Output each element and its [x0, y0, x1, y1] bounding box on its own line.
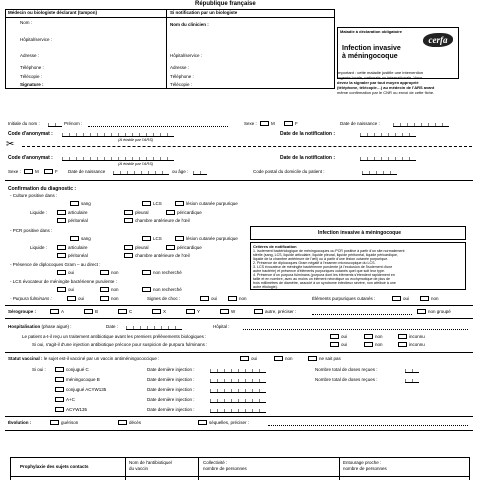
scissors-icon: ✂ — [6, 139, 15, 150]
vac-non: non — [285, 356, 293, 361]
choc-oui-row — [200, 296, 217, 302]
sero-x-checkbox[interactable] — [152, 309, 161, 314]
culture-lesion: lésion cutanée purpurique — [186, 201, 238, 206]
sero-w-row — [220, 309, 235, 315]
sero-other-field[interactable] — [312, 314, 412, 315]
vac-nsp-checkbox[interactable] — [308, 356, 317, 361]
vac-nsp: ne sait pas — [319, 356, 341, 361]
vac-item-1: conjugué C — [66, 367, 89, 372]
lcs-nr-row — [142, 287, 182, 293]
evo-deces: décès — [129, 420, 142, 425]
pcr-liquide-art-row — [57, 245, 88, 251]
anon-code-field[interactable] — [62, 130, 174, 137]
hosp-phase: (phase aiguë) : — [41, 324, 72, 329]
elements-label: Éléments purpuriques cutanés : — [312, 296, 376, 301]
pcr-liquide-peric-row — [166, 245, 202, 251]
anon-code2-field[interactable] — [62, 154, 174, 161]
liquide-peric-row — [166, 210, 202, 216]
gram-non-row — [100, 270, 119, 276]
liquide-oeil: chambre antérieure de l'œil — [135, 218, 190, 223]
liquide-art-checkbox[interactable] — [57, 210, 66, 215]
sero-w-checkbox[interactable] — [220, 309, 229, 314]
sero-y-checkbox[interactable] — [186, 309, 195, 314]
criteria-line: 3. LCS évocateur de méningite bactérienne purulente (à l'exclusion de l'isolement d'une — [253, 265, 393, 269]
pcr-liquide-pleural-row — [124, 245, 149, 251]
evo-guerison-checkbox[interactable] — [50, 420, 59, 425]
elements-non-row — [420, 296, 439, 302]
section-rule-4 — [5, 352, 473, 353]
liquide-peric: péricardique — [177, 210, 202, 215]
purpura-non-row — [100, 296, 119, 302]
hosp-label: Hospitalisation — [8, 324, 41, 329]
gram-nr-checkbox[interactable] — [142, 270, 151, 275]
sex-label: Sexe : — [244, 121, 257, 126]
pcr-lcs-checkbox[interactable] — [142, 236, 151, 241]
hosp-q2: Si oui, s'agit-il d'une injection antibiotique précoce pour suspicion de purpura fulminans : — [32, 342, 208, 347]
pcr-lcs: LCS — [153, 236, 162, 241]
table-col2-header-a: Nom de l'antibiotique/ — [129, 460, 173, 465]
notif-date-field[interactable] — [360, 130, 416, 137]
pcr-lesion-checkbox[interactable] — [175, 236, 184, 241]
pcr-lcs-row — [142, 236, 162, 242]
section-rule-2 — [5, 305, 473, 306]
pcr-liquide-pleural: pleural — [135, 245, 149, 250]
ars-note: (À établir par l'ARS) — [118, 137, 154, 142]
criteria-line: autre bactérie) et présence d'éléments purpuriques cutanés quel que soit leur type. — [253, 269, 385, 273]
sero-w: W — [231, 309, 236, 314]
culture-lesion-checkbox[interactable] — [175, 201, 184, 206]
table-col3-header-b: nombre de personnes — [203, 466, 247, 471]
sero-ng-row — [417, 309, 451, 315]
sero-x-row — [152, 309, 166, 315]
q1-non-row — [364, 334, 383, 340]
q2-inc-row — [398, 342, 425, 348]
lcs-non-checkbox[interactable] — [100, 287, 109, 292]
vac-item-4-checkbox[interactable] — [55, 397, 64, 402]
doses-label-1: Nombre total de doses reçues : — [315, 367, 378, 372]
lcs-non-row — [100, 287, 119, 293]
declarant-divider — [166, 9, 167, 89]
criteria-subtitle: Critères de notification — [253, 244, 297, 249]
vac-nsp-row — [308, 356, 341, 362]
gram-oui-checkbox[interactable] — [57, 270, 66, 275]
sero-c-checkbox[interactable] — [118, 309, 127, 314]
serogroup-label: Sérogroupe : — [8, 309, 37, 314]
q2-non: non — [375, 342, 383, 347]
evo-sequelles-row — [198, 420, 249, 426]
culture-label: - Culture positive dans : — [10, 193, 58, 198]
firstname-field[interactable] — [88, 126, 228, 127]
sero-b: B — [95, 309, 99, 314]
pcr-liquide-perit-checkbox[interactable] — [57, 253, 66, 258]
important-line-2: urgente locale, nationale ou internationale. Vous — [337, 75, 423, 80]
q1-non: non — [375, 334, 383, 339]
sex-f-checkbox[interactable] — [284, 121, 293, 126]
sero-other: autre, préciser : — [265, 309, 297, 314]
doses-label-2: Nombre total de doses reçues : — [315, 377, 378, 382]
liquide-pleural-row — [124, 210, 149, 216]
vac-date-5-label: Date dernière injection : — [147, 407, 195, 412]
sex2-f-label: F — [55, 169, 58, 174]
sex-m-label: M — [271, 121, 275, 126]
cut-line — [22, 146, 472, 147]
gram-oui-row — [57, 270, 74, 276]
vac-date-2-label: Date dernière injection : — [147, 377, 195, 382]
evo-sequelles: séquelles, préciser : — [209, 420, 250, 425]
pcr-liquide-perit-row — [57, 253, 88, 259]
sex-m-checkbox[interactable] — [260, 121, 269, 126]
table-col1-header: Prophylaxie des sujets contacts — [20, 464, 89, 469]
section-rule-5 — [5, 416, 473, 417]
vac-date-2-field[interactable] — [210, 376, 266, 383]
choc-non-row — [228, 296, 247, 302]
pcr-liquide-perit: péritonéal — [68, 253, 88, 258]
pcr-liquide-oeil: chambre antérieure de l'œil — [135, 253, 190, 258]
choc-non: non — [239, 296, 247, 301]
vac-item-5: ACYW135 — [66, 407, 88, 412]
purpura-non-checkbox[interactable] — [100, 296, 109, 301]
important-line-5: même confirmation par le CNR ou envoi de cette fiche. — [337, 90, 435, 95]
culture-lcs-row — [142, 201, 162, 207]
adresse2-label: Adresse : — [170, 65, 190, 70]
pcr-liquide-art-checkbox[interactable] — [57, 245, 66, 250]
sero-x: X — [163, 309, 167, 314]
liquide-art-row — [57, 210, 88, 216]
liquide-label: Liquide : — [30, 210, 48, 215]
sero-a-checkbox[interactable] — [50, 309, 59, 314]
vac-non-row — [274, 356, 293, 362]
vac-item-5-row — [55, 407, 87, 413]
pcr-liquide-art: articulaire — [68, 245, 88, 250]
notif-date2-label: Date de la notification : — [280, 155, 336, 161]
choc-non-checkbox[interactable] — [228, 296, 237, 301]
elements-non-checkbox[interactable] — [420, 296, 429, 301]
hosp-row — [8, 324, 72, 330]
criteria-title: Infection invasive à méningocoque — [318, 230, 402, 236]
elements-oui-checkbox[interactable] — [392, 296, 401, 301]
evo-guerison-row — [50, 420, 78, 426]
sex2-f-checkbox[interactable] — [44, 169, 53, 174]
vac-item-2-checkbox[interactable] — [55, 377, 64, 382]
postcode-field[interactable] — [362, 168, 397, 175]
pcr-sang-row — [70, 236, 91, 242]
vaccine-question: le sujet est-il vacciné par un vaccin antiméningococcique : — [43, 356, 160, 361]
q2-inc: inconnu — [409, 342, 425, 347]
adresse-label: Adresse : — [20, 53, 40, 58]
vaccine-label: Statut vaccinal : — [8, 356, 43, 361]
lcs-non: non — [111, 287, 119, 292]
pcr-liquide-pleural-checkbox[interactable] — [124, 245, 133, 250]
section-rule-6 — [5, 430, 473, 431]
liquide-pleural-checkbox[interactable] — [124, 210, 133, 215]
criteria-line: liquide de la chambre antérieure de l'œil) ou à partir d'une lésion cutanée purpurique. — [253, 257, 389, 261]
purpura-label: - Purpura fulminans : — [10, 296, 52, 301]
q1-oui-row — [330, 334, 347, 340]
culture-sang: sang — [81, 201, 91, 206]
vac-item-4: A+C — [66, 397, 75, 402]
liquide-perit-checkbox[interactable] — [57, 218, 66, 223]
q1-oui-checkbox[interactable] — [330, 334, 339, 339]
culture-lesion-row — [175, 201, 238, 207]
sero-c: C — [129, 309, 133, 314]
vac-item-4-row — [55, 397, 75, 403]
sex2-label: Sexe : — [8, 169, 21, 174]
vac-date-1-field[interactable] — [210, 366, 266, 373]
vac-item-2: méningocoque B — [66, 377, 100, 382]
criteria-line: autre étiologie). — [253, 285, 278, 289]
vac-date-4-field[interactable] — [210, 396, 266, 403]
gram-non-checkbox[interactable] — [100, 270, 109, 275]
sero-b-checkbox[interactable] — [84, 309, 93, 314]
pcr-lesion: lésion cutanée purpurique — [186, 236, 238, 241]
purpura-oui-row — [67, 296, 84, 302]
birth-label: Date de naissance : — [340, 121, 380, 126]
table-col3-header-a: Collectivité : — [203, 460, 228, 465]
vac-item-2-row — [55, 377, 100, 383]
evo-sequelles-checkbox[interactable] — [198, 420, 207, 425]
notif-date2-field[interactable] — [360, 154, 416, 161]
q2-oui: oui — [341, 342, 348, 347]
sero-ng-checkbox[interactable] — [417, 309, 426, 314]
firstname-label: Prénom : — [64, 121, 83, 126]
liquide-peric-checkbox[interactable] — [166, 210, 175, 215]
notif-date-label: Date de la notification : — [280, 131, 336, 137]
vac-date-1-label: Date dernière injection : — [147, 367, 195, 372]
clinician-label: Nom du clinicien : — [170, 22, 209, 27]
q2-non-checkbox[interactable] — [364, 342, 373, 347]
vac-item-3: conjugué ACYW135 — [66, 387, 107, 392]
choc-label: Signes de choc : — [147, 296, 181, 301]
q2-inc-checkbox[interactable] — [398, 342, 407, 347]
anon-code2-label: Code d'anonymat : — [8, 155, 53, 161]
vac-oui-checkbox[interactable] — [240, 356, 249, 361]
gram-nr: non recherché — [153, 270, 182, 275]
q1-inc-row — [398, 334, 425, 340]
purpura-oui: oui — [78, 296, 85, 301]
lcs-oui-row — [57, 287, 74, 293]
sex-f-label: F — [295, 121, 298, 126]
elements-oui-row — [392, 296, 409, 302]
pcr-liquide-peric-checkbox[interactable] — [166, 245, 175, 250]
vac-item-1-checkbox[interactable] — [55, 367, 64, 372]
criteria-list — [253, 249, 405, 289]
lcs-label: - LCS évocateur de méningite bactérienne purulente : — [10, 279, 117, 284]
si-oui-label: Si oui : — [32, 367, 46, 372]
hosp-hopital-field[interactable] — [243, 329, 468, 330]
pcr-liquide-oeil-row — [124, 253, 190, 259]
or-age-label: ou âge : — [172, 169, 189, 174]
sex2-m-checkbox[interactable] — [24, 169, 33, 174]
declarant-title: Médecin ou biologiste déclarant (tampon) — [8, 10, 98, 15]
sero-c-row — [118, 309, 132, 315]
choc-oui-checkbox[interactable] — [200, 296, 209, 301]
sero-y: Y — [197, 309, 201, 314]
important-text — [337, 70, 463, 95]
header-rule — [5, 17, 335, 18]
pcr-sang-checkbox[interactable] — [70, 236, 79, 241]
telephone-label: Téléphone : — [20, 65, 44, 70]
hopital2-label: Hôpital/service : — [170, 53, 203, 58]
republic-title: République française — [195, 1, 256, 7]
gram-oui: oui — [68, 270, 75, 275]
disease-title-1: Infection invasive — [342, 45, 401, 52]
pcr-liquide-oeil-checkbox[interactable] — [124, 253, 133, 258]
q1-inc-checkbox[interactable] — [398, 334, 407, 339]
vac-oui: oui — [251, 356, 258, 361]
q1-oui: oui — [341, 334, 348, 339]
lcs-oui-checkbox[interactable] — [57, 287, 66, 292]
liquide-oeil-checkbox[interactable] — [124, 218, 133, 223]
evo-deces-checkbox[interactable] — [118, 420, 127, 425]
section-rule-1 — [5, 180, 473, 181]
criteria-line: 1. Isolement bactériologique de méningocoques ou PCR positive à partir d'un site normalement — [253, 249, 405, 253]
cerfa-logo: cerfa — [423, 33, 453, 47]
vac-date-4-label: Date dernière injection : — [147, 397, 195, 402]
disease-title-2: à méningocoque — [342, 53, 398, 60]
lcs-oui: oui — [68, 287, 75, 292]
telecopie2-label: Télécopie : — [170, 82, 193, 87]
initials-field[interactable] — [48, 120, 62, 127]
vaccine-row — [8, 356, 159, 362]
q2-oui-checkbox[interactable] — [330, 342, 339, 347]
purpura-oui-checkbox[interactable] — [67, 296, 76, 301]
vac-item-3-checkbox[interactable] — [55, 387, 64, 392]
hosp-date-field[interactable] — [126, 323, 182, 330]
culture-row — [70, 201, 91, 207]
liquide-perit: péritonéal — [68, 218, 88, 223]
q1-non-checkbox[interactable] — [364, 334, 373, 339]
q2-non-row — [364, 342, 383, 348]
sero-a-row — [50, 309, 64, 315]
vac-item-3-row — [55, 387, 106, 393]
evolution-label: Évolution : — [8, 420, 32, 425]
q1-inc: inconnu — [409, 334, 425, 339]
hopital-label: Hôpital/service : — [20, 37, 53, 42]
birth2-field[interactable] — [113, 168, 169, 175]
pcr-liquide-peric: péricardique — [177, 245, 202, 250]
important-line-4: (téléphone, télécopie…) au médecin de l'ARS avant — [337, 85, 435, 90]
criteria-line: 2. Présence de diplocoques Gram négatif à l'examen microscopique du LCS. — [253, 261, 376, 265]
birth2-label: Date de naissance — [68, 169, 106, 174]
sero-other-checkbox[interactable] — [254, 309, 263, 314]
vac-date-5-field[interactable] — [210, 406, 266, 413]
table-col2-header-b: du vaccin — [129, 466, 149, 471]
vac-oui-row — [240, 356, 257, 362]
evo-deces-row — [118, 420, 141, 426]
sero-b-row — [84, 309, 98, 315]
evo-sequelles-field[interactable] — [268, 425, 468, 426]
sero-a: A — [61, 309, 65, 314]
initials-label: Initiale du nom : — [8, 121, 40, 126]
elements-oui: oui — [403, 296, 410, 301]
telecopie-label: Télécopie : — [20, 74, 43, 79]
doses-field-1[interactable] — [405, 366, 419, 373]
gram-nr-row — [142, 270, 182, 276]
lcs-nr-checkbox[interactable] — [142, 287, 151, 292]
hosp-q1: Le patient a-t-il reçu un traitement antibiotique avant les premiers prélèvements biologiques : — [22, 334, 207, 339]
doses-field-2[interactable] — [405, 376, 419, 383]
important-line-1: Important : cette maladie justifie une intervention — [337, 70, 424, 75]
birth-field[interactable] — [393, 120, 449, 127]
lcs-nr: non recherché — [153, 287, 182, 292]
evo-guerison: guérison — [61, 420, 79, 425]
hosp-date-label: Date : — [106, 324, 119, 329]
culture-sang-checkbox[interactable] — [70, 201, 79, 206]
ars-note-2: (À établir par l'ARS) — [118, 161, 154, 166]
criteria-line: stérile (sang, LCS, liquide articulaire, liquide pleural, liquide péritonéal, liquide péricardique, — [253, 253, 399, 257]
pcr-liquide-label: Liquide : — [30, 245, 48, 250]
liquide-art: articulaire — [68, 210, 88, 215]
pcr-lesion-row — [175, 236, 238, 242]
biologist-title: Si notification par un biologiste — [170, 10, 238, 15]
culture-lcs-checkbox[interactable] — [142, 201, 151, 206]
purpura-non: non — [111, 296, 119, 301]
gram-non: non — [111, 270, 119, 275]
vac-non-checkbox[interactable] — [274, 356, 283, 361]
mandatory-label: Maladie à déclaration obligatoire — [340, 29, 403, 34]
anon-code-label: Code d'anonymat : — [8, 131, 53, 137]
vac-date-3-field[interactable] — [210, 386, 266, 393]
vac-item-1-row — [55, 367, 89, 373]
age-field[interactable] — [193, 168, 207, 175]
table-header-rule — [10, 476, 470, 477]
sero-y-row — [186, 309, 200, 315]
hosp-hopital-label: Hôpital : — [213, 324, 230, 329]
elements-non: non — [431, 296, 439, 301]
liquide-oeil-row — [124, 218, 190, 224]
signature-label: Signature : — [20, 82, 44, 87]
criteria-line: taille et en nombre, avec au moins un élément nécrotique ou ecchymotique de plus de — [253, 277, 391, 281]
important-line-3: devez la signaler par tout moyen approprié — [337, 80, 419, 85]
diag-title: Confirmation du diagnostic : — [8, 186, 77, 192]
gram-label: - Présence de diplocoques Gram – au direct : — [10, 262, 101, 267]
pcr-label: - PCR positive dans : — [10, 228, 53, 233]
nom-label: Nom : — [20, 20, 33, 25]
telephone2-label: Téléphone : — [170, 74, 194, 79]
liquide-perit-row — [57, 218, 88, 224]
criteria-line: trois millimètres de diamètre, associé à un syndrome infectieux sévère, non attribué à une — [253, 281, 396, 285]
vac-date-3-label: Date dernière injection : — [147, 387, 195, 392]
table-col4-header-b: nombre de personnes — [343, 466, 387, 471]
sex2-m-label: M — [35, 169, 39, 174]
sero-other-row — [254, 309, 296, 315]
choc-oui: oui — [211, 296, 218, 301]
criteria-line: 4. Présence d'un purpura fulminans (purpura dont les éléments s'étendent rapidement en — [253, 273, 395, 277]
table-col4-header-a: Entourage proche : — [343, 460, 382, 465]
q2-oui-row — [330, 342, 347, 348]
liquide-pleural: pleural — [135, 210, 149, 215]
pcr-sang: sang — [81, 236, 91, 241]
section-rule-3 — [5, 318, 473, 319]
vac-item-5-checkbox[interactable] — [55, 407, 64, 412]
sero-ng: non groupé — [428, 309, 451, 314]
postcode-label: Code postal du domicile du patient : — [253, 169, 325, 174]
culture-lcs: LCS — [153, 201, 162, 206]
